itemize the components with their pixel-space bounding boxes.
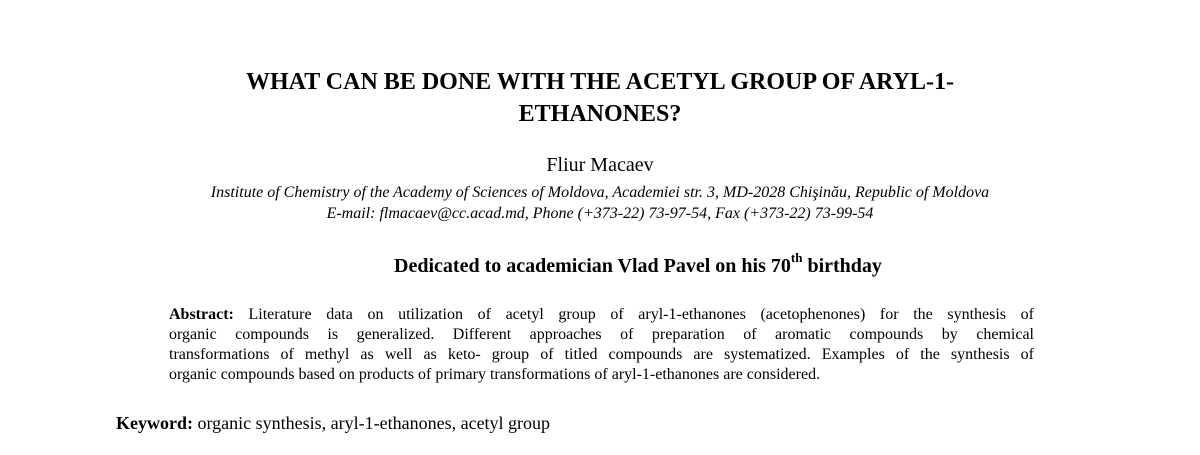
keywords-label: Keyword: (116, 413, 193, 433)
author-name: Fliur Macaev (546, 154, 654, 176)
abstract-label: Abstract: (169, 306, 234, 323)
abstract-line: transformations of methyl as well as keto- group of titled compounds are systematized. Examples of the synthesis of (169, 346, 1034, 363)
author-contact: E-mail: flmacaev@cc.acad.md, Phone (+373-22) 73-97-54, Fax (+373-22) 73-99-54 (326, 205, 874, 222)
author-affiliation: Institute of Chemistry of the Academy of Sciences of Moldova, Academiei str. 3, MD-2028 Chişinău, Republic of Moldova (210, 184, 990, 201)
keywords-text: organic synthesis, aryl-1-ethanones, acetyl group (192, 413, 551, 433)
dedication-superscript: th (790, 250, 803, 266)
dedication (0, 250, 1200, 279)
dedication-text: Dedicated to academician Vlad Pavel on his 70 (394, 255, 791, 277)
paper-title-line-2: ETHANONES? (518, 101, 682, 127)
abstract-line: organic compounds based on products of primary transformations of aryl-1-ethanones are considered. (169, 366, 821, 383)
paper-title-line-1: WHAT CAN BE DONE WITH THE ACETYL GROUP OF ARYL-1- (246, 69, 954, 95)
abstract-line (169, 305, 1034, 325)
dedication-tail: birthday (802, 255, 882, 277)
abstract (169, 305, 1034, 385)
keywords (116, 411, 550, 435)
abstract-text: Literature data on utilization of acetyl group of aryl-1-ethanones (acetophenones) for the synthesis of (233, 306, 1034, 323)
abstract-line: organic compounds is generalized. Different approaches of preparation of aromatic compounds by chemical (169, 326, 1034, 343)
